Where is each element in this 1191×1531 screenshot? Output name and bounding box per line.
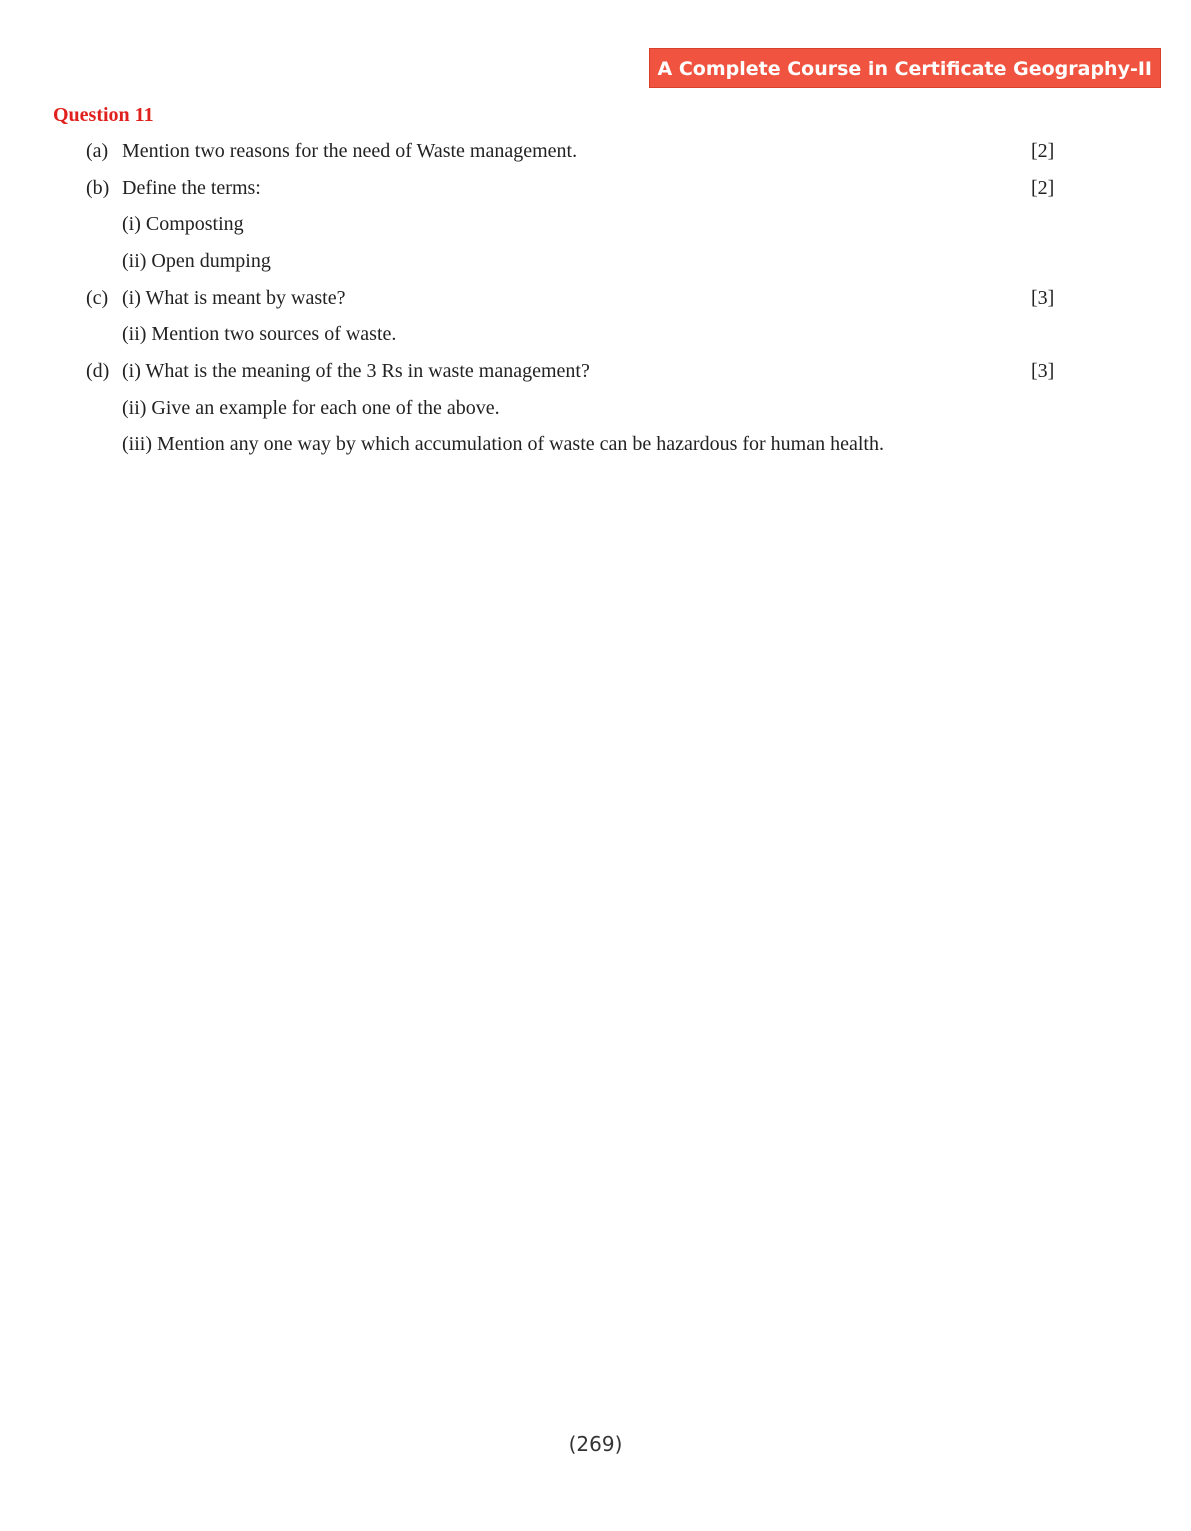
question-subpart (0, 248, 1191, 274)
question-title: Question 11 (53, 104, 154, 126)
subpart-text: (ii) Give an example for each one of the above. (122, 397, 500, 419)
part-label: (b) (86, 177, 110, 199)
question-part-a (0, 138, 1191, 164)
question-subpart (0, 211, 1191, 237)
part-marks: [3] (1031, 287, 1055, 309)
page-number: (269) (568, 1432, 623, 1456)
part-label: (d) (86, 360, 110, 382)
subpart-text: (ii) Open dumping (122, 250, 271, 272)
question-part-d (0, 358, 1191, 384)
question-part-b (0, 175, 1191, 201)
subpart-text: (iii) Mention any one way by which accumulation of waste can be hazardous for human health. (122, 433, 884, 455)
question-subpart (0, 395, 1191, 421)
subpart-text: (ii) Mention two sources of waste. (122, 323, 397, 345)
question-subpart (0, 431, 1191, 457)
part-text: Mention two reasons for the need of Waste management. (122, 140, 578, 162)
part-marks: [2] (1031, 177, 1055, 199)
book-title-banner: A Complete Course in Certificate Geography-II (649, 48, 1161, 88)
part-text: (i) What is meant by waste? (122, 287, 346, 309)
part-label: (a) (86, 140, 109, 162)
question-subpart (0, 321, 1191, 347)
part-marks: [3] (1031, 360, 1055, 382)
part-text: (i) What is the meaning of the 3 Rs in waste management? (122, 360, 590, 382)
part-marks: [2] (1031, 140, 1055, 162)
part-text: Define the terms: (122, 177, 261, 199)
part-label: (c) (86, 287, 109, 309)
subpart-text: (i) Composting (122, 213, 244, 235)
question-part-c (0, 285, 1191, 311)
